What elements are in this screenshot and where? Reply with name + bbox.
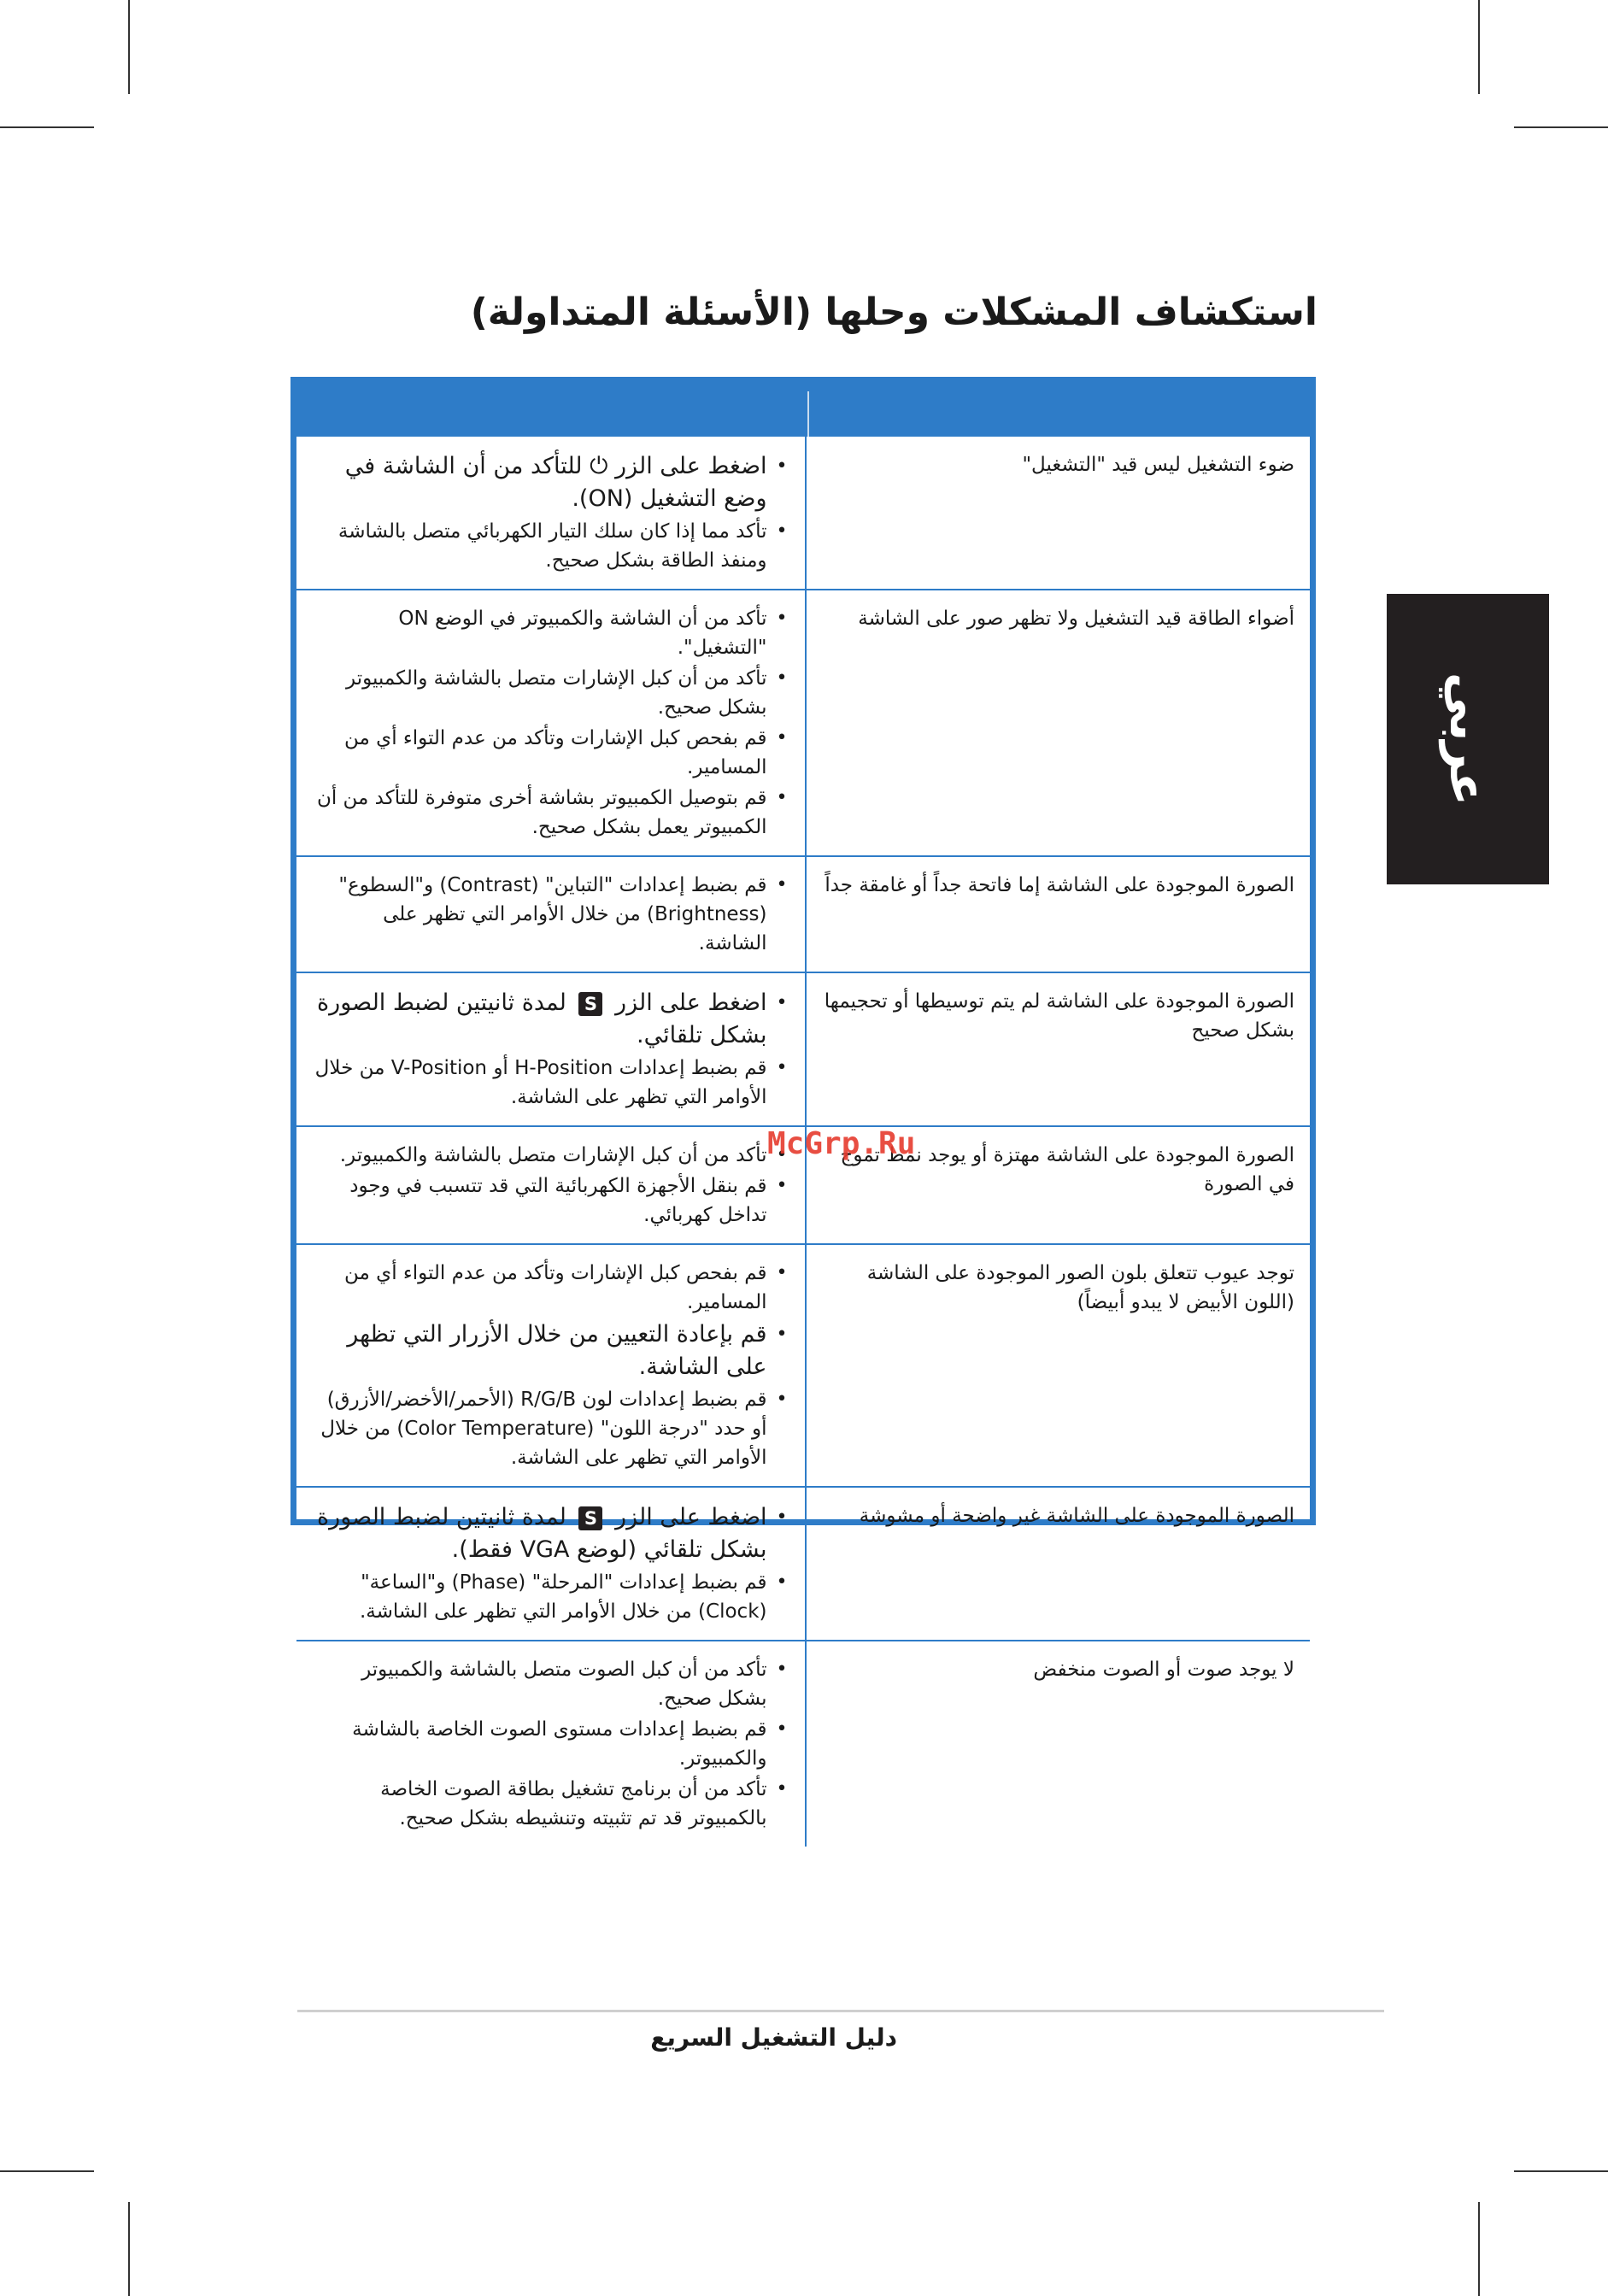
table-header xyxy=(296,383,1310,437)
solution-cell xyxy=(296,1641,806,1847)
problem-cell: الصورة الموجودة على الشاشة إما فاتحة جداً أو غامقة جداً xyxy=(806,856,1310,972)
crop-mark xyxy=(128,0,130,94)
troubleshooting-table xyxy=(290,377,1316,1829)
crop-mark xyxy=(128,2202,130,2296)
solution-cell xyxy=(296,1244,806,1487)
s-key-icon: S xyxy=(578,992,602,1016)
solution-cell xyxy=(296,590,806,856)
crop-mark xyxy=(0,2170,94,2172)
problem-cell: الصورة الموجودة على الشاشة مهتزة أو يوجد نمط تموج في الصورة xyxy=(806,1126,1310,1244)
problem-cell: ضوء التشغيل ليس قيد "التشغيل" xyxy=(806,437,1310,590)
solution-item: • قم بتوصيل الكمبيوتر بشاشة أخرى متوفرة للتأكد من أن الكمبيوتر يعمل بشكل صحيح. xyxy=(308,784,789,842)
solution-item: • تأكد من أن برنامج تشغيل بطاقة الصوت الخاصة بالكمبيوتر قد تم تثبيته وتنشيطه بشكل صحيح. xyxy=(308,1775,789,1833)
solution-cell xyxy=(296,1487,806,1641)
table-row xyxy=(296,1641,1310,1847)
table-row xyxy=(296,972,1310,1126)
solution-item: • قم بضبط إعدادات مستوى الصوت الخاصة بالشاشة والكمبيوتر. xyxy=(308,1715,789,1773)
solution-item: • قم بضبط إعدادات لون R/G/B (الأحمر/الأخضر/الأزرق) أو حدد "درجة اللون" (Color Temperature) من خلال الأوامر التي تظهر على الشاشة. xyxy=(308,1385,789,1472)
solution-item: • اضغط على الزر S لمدة ثانيتين لضبط الصورة بشكل تلقائي. xyxy=(308,987,789,1052)
table-row xyxy=(296,1487,1310,1641)
solution-item: • اضغط على الزر ⏻ للتأكد من أن الشاشة في وضع التشغيل (ON). xyxy=(308,450,789,515)
problem-cell: أضواء الطاقة قيد التشغيل ولا تظهر صور على الشاشة xyxy=(806,590,1310,856)
solution-item: • قم بنقل الأجهزة الكهربائية التي قد تتسبب في وجود تداخل كهربائي. xyxy=(308,1171,789,1230)
crop-mark xyxy=(1514,126,1608,128)
footer-title: دليل التشغيل السريع xyxy=(650,2023,897,2052)
solution-item: • اضغط على الزر S لمدة ثانيتين لضبط الصورة بشكل تلقائي (لوضع VGA فقط). xyxy=(308,1501,789,1566)
table-row xyxy=(296,590,1310,856)
solution-cell xyxy=(296,1126,806,1244)
solution-list xyxy=(308,1655,789,1833)
solution-list xyxy=(308,987,789,1112)
solution-item: • تأكد من أن كبل الصوت متصل بالشاشة والكمبيوتر بشكل صحيح. xyxy=(308,1655,789,1713)
crop-mark xyxy=(1478,2202,1480,2296)
solution-cell xyxy=(296,972,806,1126)
solution-item: • تأكد من أن الشاشة والكمبيوتر في الوضع ON "التشغيل". xyxy=(308,604,789,662)
solution-item: • قم بفحص كبل الإشارات وتأكد من عدم التواء أي من المسامير. xyxy=(308,1259,789,1317)
problem-cell: توجد عيوب تتعلق بلون الصور الموجودة على الشاشة (اللون الأبيض لا يبدو أبيضاً) xyxy=(806,1244,1310,1487)
crop-mark xyxy=(1514,2170,1608,2172)
watermark: McGrp.Ru xyxy=(767,1126,916,1161)
solution-cell xyxy=(296,437,806,590)
crop-mark xyxy=(1478,0,1480,94)
s-key-icon: S xyxy=(578,1506,602,1530)
problem-cell: الصورة الموجودة على الشاشة غير واضحة أو مشوشة xyxy=(806,1487,1310,1641)
footer-divider xyxy=(297,2010,1384,2012)
solution-cell xyxy=(296,856,806,972)
solution-item: • قم بإعادة التعيين من خلال الأزرار التي تظهر على الشاشة. xyxy=(308,1318,789,1383)
solution-list xyxy=(308,1259,789,1472)
table-row xyxy=(296,856,1310,972)
solution-item: • قم بضبط إعدادات H-Position أو V-Position من خلال الأوامر التي تظهر على الشاشة. xyxy=(308,1054,789,1112)
language-tab xyxy=(1387,594,1549,884)
problem-cell: الصورة الموجودة على الشاشة لم يتم توسيطها أو تحجيمها بشكل صحيح xyxy=(806,972,1310,1126)
header-divider xyxy=(807,391,809,437)
problem-cell: لا يوجد صوت أو الصوت منخفض xyxy=(806,1641,1310,1847)
solution-list xyxy=(308,1501,789,1626)
table-row xyxy=(296,1244,1310,1487)
solution-item: • قم بضبط إعدادات "المرحلة" (Phase) و"الساعة" (Clock) من خلال الأوامر التي تظهر على الشاشة. xyxy=(308,1568,789,1626)
solution-list xyxy=(308,450,789,575)
crop-mark xyxy=(0,126,94,128)
solution-list xyxy=(308,1141,789,1230)
solution-item: • تأكد مما إذا كان سلك التيار الكهربائي متصل بالشاشة ومنفذ الطاقة بشكل صحيح. xyxy=(308,517,789,575)
language-tab-label: عربي xyxy=(1438,672,1497,807)
solution-list xyxy=(308,604,789,842)
solution-item: • قم بضبط إعدادات "التباين" (Contrast) و"السطوع" (Brightness) من خلال الأوامر التي تظهر على الشاشة. xyxy=(308,871,789,958)
page-title: استكشاف المشكلات وحلها (الأسئلة المتداولة) xyxy=(470,291,1318,334)
solution-item: • قم بفحص كبل الإشارات وتأكد من عدم التواء أي من المسامير. xyxy=(308,724,789,782)
solution-item: • تأكد من أن كبل الإشارات متصل بالشاشة والكمبيوتر بشكل صحيح. xyxy=(308,664,789,722)
table-row xyxy=(296,437,1310,590)
solution-list xyxy=(308,871,789,958)
solution-item: • تأكد من أن كبل الإشارات متصل بالشاشة والكمبيوتر. xyxy=(308,1141,789,1170)
